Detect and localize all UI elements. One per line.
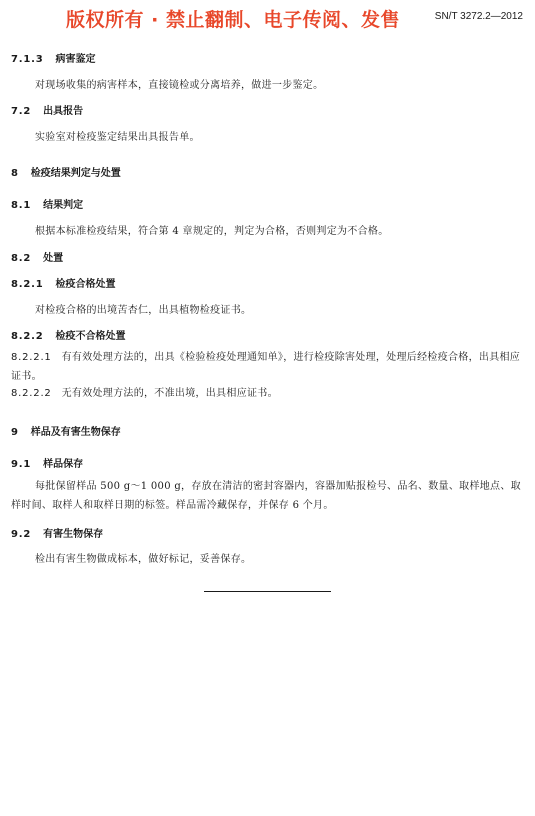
clause-text: 无有效处理方法的，不准出境，出具相应证书。	[61, 388, 278, 399]
heading-7-1-3	[11, 50, 95, 65]
section-title: 有害生物保存	[43, 529, 104, 540]
section-title: 检疫不合格处置	[55, 331, 126, 342]
heading-8-2-1	[11, 275, 115, 290]
heading-9-2	[11, 525, 103, 540]
paragraph-8-2-2-1	[11, 348, 524, 386]
section-number: 9	[11, 427, 19, 438]
section-number: 9.1	[11, 459, 32, 470]
paragraph-8-2-2-2	[11, 384, 524, 403]
heading-9-1	[11, 455, 83, 470]
section-title: 处置	[43, 253, 64, 264]
section-title: 检疫合格处置	[55, 279, 116, 290]
section-title: 出具报告	[43, 106, 84, 117]
heading-8-2-2	[11, 327, 125, 342]
section-number: 7.1.3	[11, 54, 44, 65]
heading-8	[11, 164, 121, 179]
end-line	[204, 591, 331, 592]
heading-7-2	[11, 102, 83, 117]
heading-8-1	[11, 196, 83, 211]
section-title: 样品保存	[43, 459, 84, 470]
section-number: 7.2	[11, 106, 32, 117]
paragraph-8-2-1: 对检疫合格的出境苦杏仁，出具植物检疫证书。	[35, 305, 252, 316]
watermark: 版权所有 · 禁止翻制、电子传阅、发售	[66, 9, 400, 31]
section-title: 样品及有害生物保存	[30, 427, 121, 438]
paragraph-7-2: 实验室对检疫鉴定结果出具报告单。	[35, 132, 200, 143]
section-number: 8.2	[11, 253, 32, 264]
paragraph-8-1: 根据本标准检疫结果，符合第 4 章规定的，判定为合格，否则判定为不合格。	[35, 226, 389, 237]
section-number: 9.2	[11, 529, 32, 540]
section-number: 8.2.1	[11, 279, 44, 290]
paragraph-7-1-3: 对现场收集的病害样本，直接镜检或分离培养，做进一步鉴定。	[35, 80, 324, 91]
heading-9	[11, 423, 121, 438]
section-number: 8	[11, 168, 19, 179]
paragraph-9-2: 检出有害生物做成标本，做好标记，妥善保存。	[35, 554, 252, 565]
section-title: 病害鉴定	[55, 54, 96, 65]
clause-number: 8.2.2.1	[11, 352, 52, 363]
paragraph-9-1: 每批保留样品 500 g～1 000 g，存放在清洁的密封容器内，容器加贴报检号、品名、数量、取样地点、取样时间、取样人和取样日期的标签。样品需冷藏保存，并保存 6 个月。	[11, 481, 521, 511]
section-title: 结果判定	[43, 200, 84, 211]
clause-number: 8.2.2.2	[11, 388, 52, 399]
standard-number: SN/T 3272.2—2012	[434, 11, 523, 22]
clause-text: 有有效处理方法的，出具《检验检疫处理通知单》，进行检疫除害处理，处理后经检疫合格，出具相应证书。	[11, 352, 521, 382]
section-number: 8.2.2	[11, 331, 44, 342]
section-number: 8.1	[11, 200, 32, 211]
heading-8-2	[11, 249, 63, 264]
section-title: 检疫结果判定与处置	[30, 168, 121, 179]
